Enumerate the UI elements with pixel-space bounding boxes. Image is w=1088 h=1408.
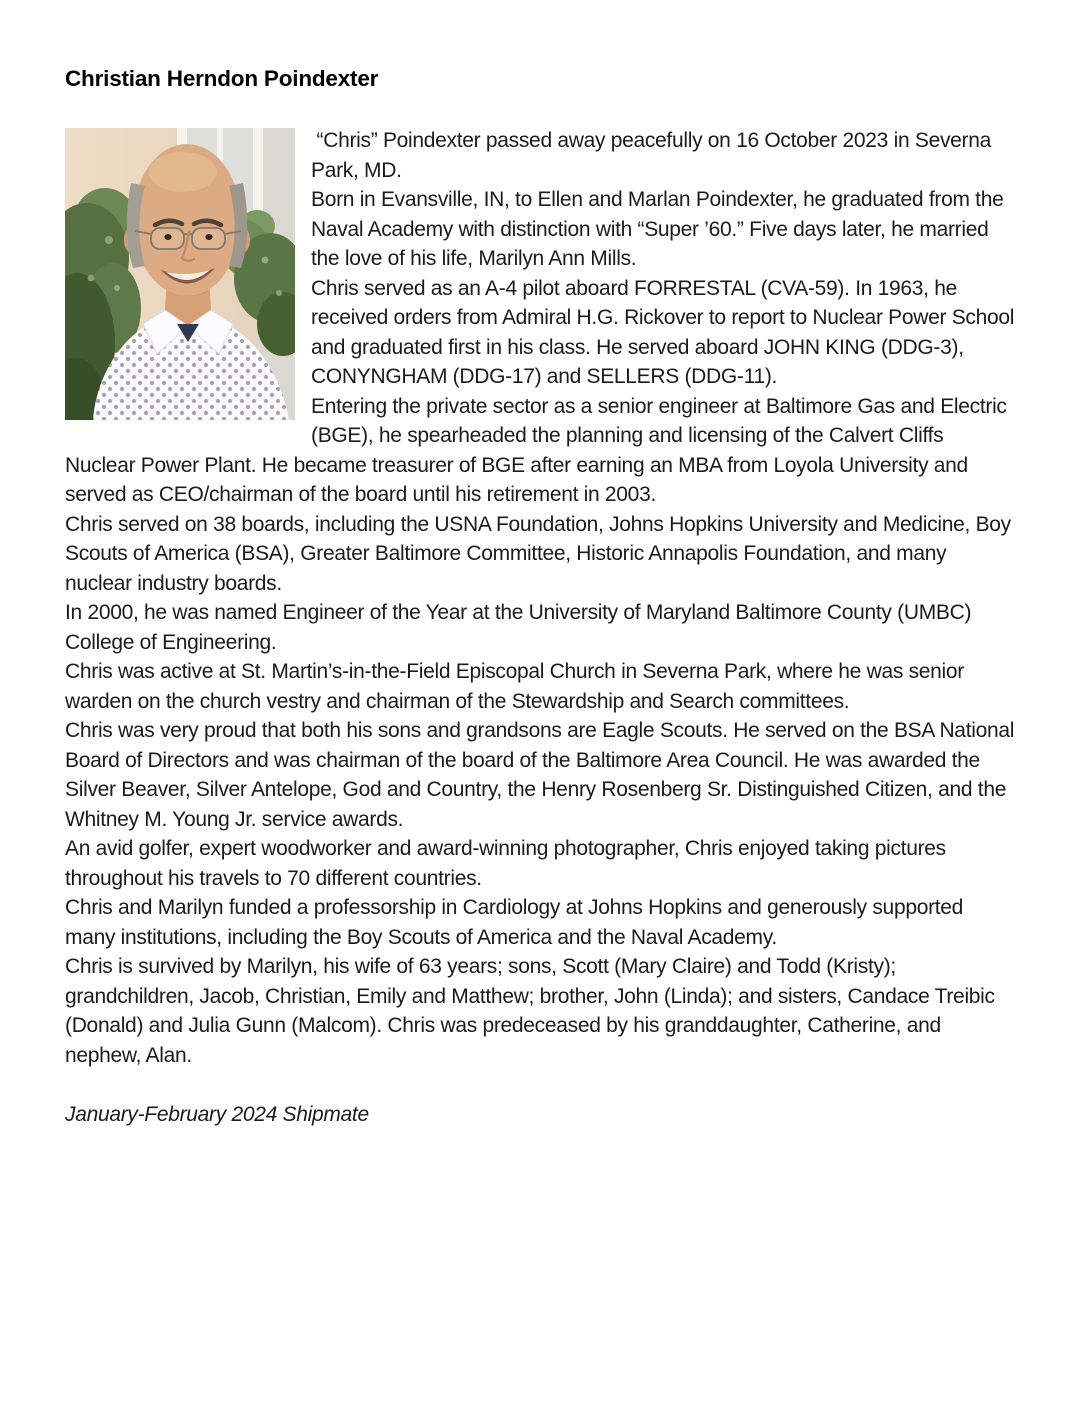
- obituary-paragraph-11: Chris is survived by Marilyn, his wife of 63 years; sons, Scott (Mary Claire) and Todd (Kristy); grandchildren, Jacob, Christian, Emily and Matthew; brother, John (Linda); and sisters, Candace Treibic (Donald) and Julia Gunn (Malcom). Chris was predeceased by his granddaughter, Catherine, and nephew, Alan.: [65, 955, 1001, 1067]
- obituary-paragraph-4: Entering the private sector as a senior engineer at Baltimore Gas and Electric (BGE), he spearheaded the planning and licensing of the Calvert Cliffs Nuclear Power Plant. He became treasurer of BGE after earning an MBA from Loyola University and served as CEO/chairman of the board until his retirement in 2003.: [65, 394, 1013, 506]
- obituary-paragraph-2: Born in Evansville, IN, to Ellen and Marlan Poindexter, he graduated from the Naval Academy with distinction with “Super ’60.” Five days later, he married the love of his life, Marilyn Ann Mills.: [311, 188, 1010, 270]
- obituary-paragraph-8: Chris was very proud that both his sons and grandsons are Eagle Scouts. He served on the BSA National Board of Directors and was chairman of the board of the Baltimore Area Council. He was awarded the Silver Beaver, Silver Antelope, God and Country, the Henry Rosenberg Sr. Distinguished Citizen, and the Whitney M. Young Jr. service awards.: [65, 719, 1020, 831]
- portrait-photo: [65, 128, 295, 420]
- source-citation: January-February 2024 Shipmate: [65, 1103, 369, 1126]
- obituary-paragraph-9: An avid golfer, expert woodworker and award-winning photographer, Chris enjoyed taking pictures throughout his travels to 70 different countries.: [65, 837, 952, 890]
- portrait-photo-illustration: [65, 128, 295, 420]
- obituary-body: [65, 126, 1018, 1130]
- obituary-paragraph-10: Chris and Marilyn funded a professorship in Cardiology at Johns Hopkins and generously supported many institutions, including the Boy Scouts of America and the Naval Academy.: [65, 896, 969, 949]
- obituary-paragraph-6: In 2000, he was named Engineer of the Year at the University of Maryland Baltimore County (UMBC) College of Engineering.: [65, 601, 977, 654]
- obituary-paragraph-1: “Chris” Poindexter passed away peacefully on 16 October 2023 in Severna Park, MD.: [311, 129, 997, 182]
- obituary-paragraph-7: Chris was active at St. Martin’s-in-the-Field Episcopal Church in Severna Park, where he was senior warden on the church vestry and chairman of the Stewardship and Search committees.: [65, 660, 970, 713]
- document-title: Christian Herndon Poindexter: [65, 66, 379, 91]
- obituary-paragraph-3: Chris served as an A-4 pilot aboard FORRESTAL (CVA-59). In 1963, he received orders from Admiral H.G. Rickover to report to Nuclear Power School and graduated first in his class. He served aboard JOHN KING (DDG-3), CONYNGHAM (DDG-17) and SELLERS (DDG-11).: [311, 276, 1020, 388]
- obituary-paragraph-5: Chris served on 38 boards, including the USNA Foundation, Johns Hopkins University and Medicine, Boy Scouts of America (BSA), Greater Baltimore Committee, Historic Annapolis Foundation, and many nuclear industry boards.: [65, 512, 1017, 595]
